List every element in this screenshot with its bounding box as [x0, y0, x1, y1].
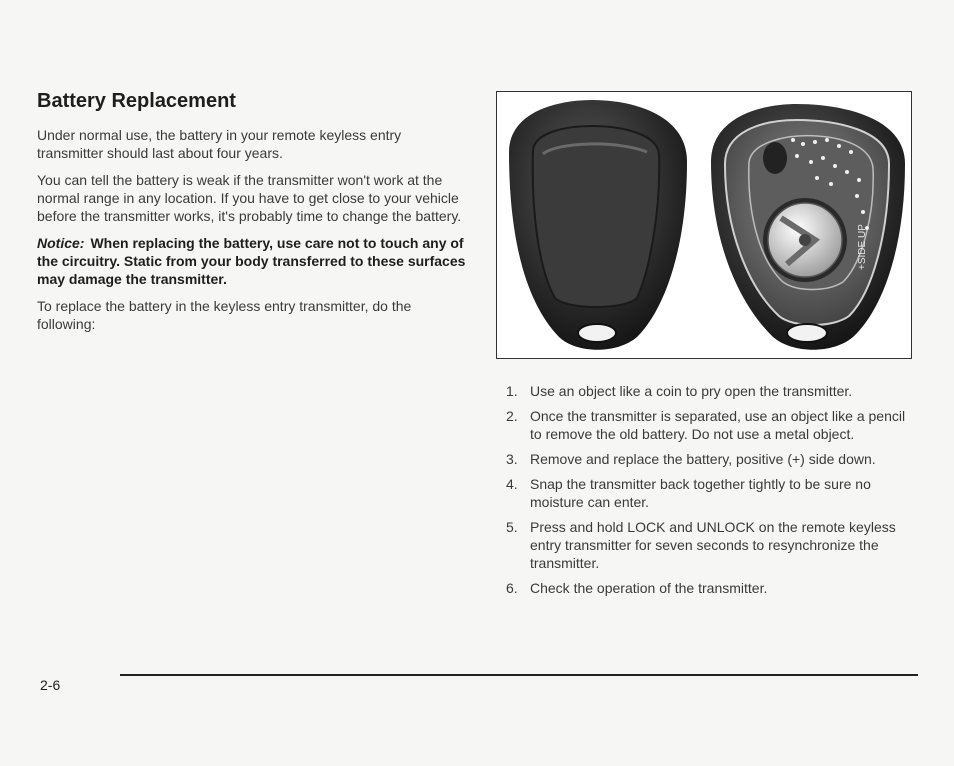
step-item [506, 518, 920, 572]
step-number: 6. [506, 580, 518, 596]
page-number: 2-6 [40, 677, 61, 693]
instruction-steps [506, 382, 920, 604]
notice-paragraph [37, 234, 467, 288]
footer-divider [120, 674, 918, 676]
step-text: Check the operation of the transmitter. [530, 580, 768, 596]
step-number: 4. [506, 476, 518, 492]
step-number: 1. [506, 383, 518, 399]
step-text: Use an object like a coin to pry open the transmitter. [530, 383, 853, 399]
lead-in-paragraph: To replace the battery in the keyless entry transmitter, do the following: [37, 298, 412, 332]
step-text: Remove and replace the battery, positive (+) side down. [530, 451, 876, 467]
step-number: 5. [506, 519, 518, 535]
intro-column [37, 126, 467, 342]
step-item [506, 475, 920, 511]
transmitter-drawing [497, 92, 911, 358]
step-text: Press and hold LOCK and UNLOCK on the remote keyless entry transmitter for seven seconds to resynchronize the transmitter. [530, 519, 896, 571]
step-item [506, 407, 920, 443]
intro-paragraph-1: Under normal use, the battery in your remote keyless entry transmitter should last about four years. [37, 127, 402, 161]
step-text: Once the transmitter is separated, use an object like a pencil to remove the old battery. Do not use a metal object. [530, 408, 906, 442]
intro-paragraph-2: You can tell the battery is weak if the transmitter won't work at the normal range in any location. If you have to get close to your vehicle before the transmitter works, it's probably time to change the battery. [37, 172, 462, 224]
step-number: 2. [506, 408, 518, 424]
notice-label: Notice: [37, 235, 85, 251]
step-item [506, 450, 920, 468]
step-number: 3. [506, 451, 518, 467]
transmitter-illustration [496, 91, 912, 359]
notice-text: When replacing the battery, use care not to touch any of the circuitry. Static from your body transferred to these surfaces may damage the transmitter. [37, 235, 466, 287]
transmitter-front-open [711, 104, 905, 350]
page-title: Battery Replacement [37, 90, 236, 112]
transmitter-back-cover [509, 100, 687, 350]
step-text: Snap the transmitter back together tightly to be sure no moisture can enter. [530, 476, 871, 510]
board-label: +SIDE UP [857, 224, 868, 270]
step-item [506, 579, 920, 597]
step-item [506, 382, 920, 400]
